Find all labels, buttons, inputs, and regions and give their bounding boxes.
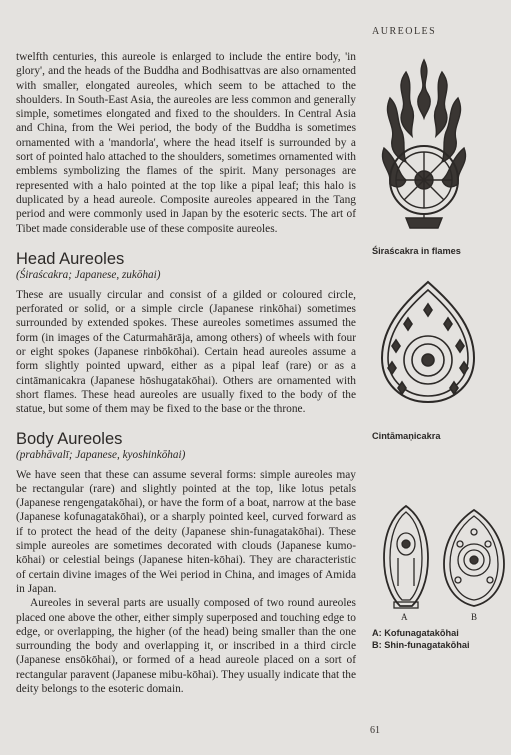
section-title-body-aureoles: Body Aureoles — [16, 429, 123, 448]
caption-cintamanicakra: Cintāmaṇicakra — [372, 431, 441, 441]
caption-kofunagatakohai: A: Kofunagatakōhai — [372, 628, 459, 638]
caption-siracakra-in-flames: Śiraścakra in flames — [372, 246, 461, 256]
section-subtitle-head-aureoles: (Śiraścakra; Japanese, zukōhai) — [16, 268, 161, 281]
figure-label-b: B — [471, 612, 478, 622]
main-text-column — [16, 50, 356, 696]
page-number: 61 — [370, 725, 380, 736]
figure-label-a: A — [401, 612, 408, 622]
section-subtitle-body-aureoles: (prabhāvalī; Japanese, kyoshinkōhai) — [16, 448, 186, 461]
intro-paragraph: twelfth centuries, this aureole is enlarged to include the entire body, 'in glory', and the heads of the Buddha and Bodhisattvas are also ornamented with smaller, elongated aureoles, which seem to be attached to the shoulders. In South-East Asia, the aureoles are less common and generally simple, sometimes elongated and fixed to the shoulders. In Central Asia and China, from the Wei period, the body of the Buddha is sometimes ornamented with a 'mandorla', where the head itself is surrounded by a sort of pointed halo attached to the shoulders, sometimes ornamented with emblems symbolizing the flames of the spirit. Many personages are represented with a halo pointed at the top like a pipal leaf; this halo is duplicated by a head aureole. Composite aureoles appeared in the Tang period and were commonly used in Japan by the esoteric sects. The art of Tibet made considerable use of these composite aureoles. — [16, 51, 356, 235]
figure-siracakra-in-flames — [376, 52, 472, 242]
caption-shin-funagatakohai: B: Shin-funagatakōhai — [372, 640, 470, 650]
running-head: AUREOLES — [372, 26, 437, 37]
section-title-head-aureoles: Head Aureoles — [16, 249, 125, 268]
head-aureoles-paragraph: These are usually circular and consist of a gilded or coloured circle, perforated or solid, or a simple circle (Japanese rinkōhai) sometimes surrounded by extended spokes. These aureoles sometimes assumed the form (in images of the Caturmahārāja, among others) of wheels with four or eight spokes (Japanese rinbōkōhai). Certain head aureoles assume a form slightly pointed upward, either as a pipal leaf (rare) or as a cintāmanicakra (Japanese hōshugatakōhai). Others are ornamented with short flames. These head aureoles are usually fixed to the body of the statue, but some of them may be fixed to the base or the throne. — [16, 288, 356, 416]
body-aureoles-illustration — [378, 502, 506, 612]
flaming-wheel-illustration — [376, 52, 472, 242]
figure-cintamanicakra — [378, 280, 478, 410]
cintamanicakra-illustration — [378, 280, 478, 410]
figure-body-aureoles-a-b — [378, 502, 506, 612]
body-aureoles-paragraph-1: We have seen that these can assume several forms: simple aureoles may be rectangular (rare) and slightly pointed at the top, like lotus petals (Japanese rengengatakōhai), or have the form of a boat, narrow at the base (Japanese kofunagatakōhai), or a sharply pointed keel, curved forward as if to protect the head of the deity (Japanese shin-funagatakōhai). These simple aureoles are sometimes decorated with clouds (Japanese kumo-kōhai) or celestial beings (Japanese hiten-kōhai). They are characteristic of certain divine images of the Wei period in China, and images of Amida in Japan. — [16, 468, 356, 595]
body-aureoles-paragraph-2: Aureoles in several parts are usually composed of two round aureoles placed one above the other, either simply superposed and touching edge to edge, or overlapping, the higher (of the head) being smaller than the one surrounding the body and overlapping it, or inscribed in a third circle (Japanese ensōkōhai), or formed of a head aureole placed on a sort of rectangular paravent (Japanese mibu-kōhai). They usually indicate that the deity belongs to the esoteric domain. — [16, 597, 356, 695]
